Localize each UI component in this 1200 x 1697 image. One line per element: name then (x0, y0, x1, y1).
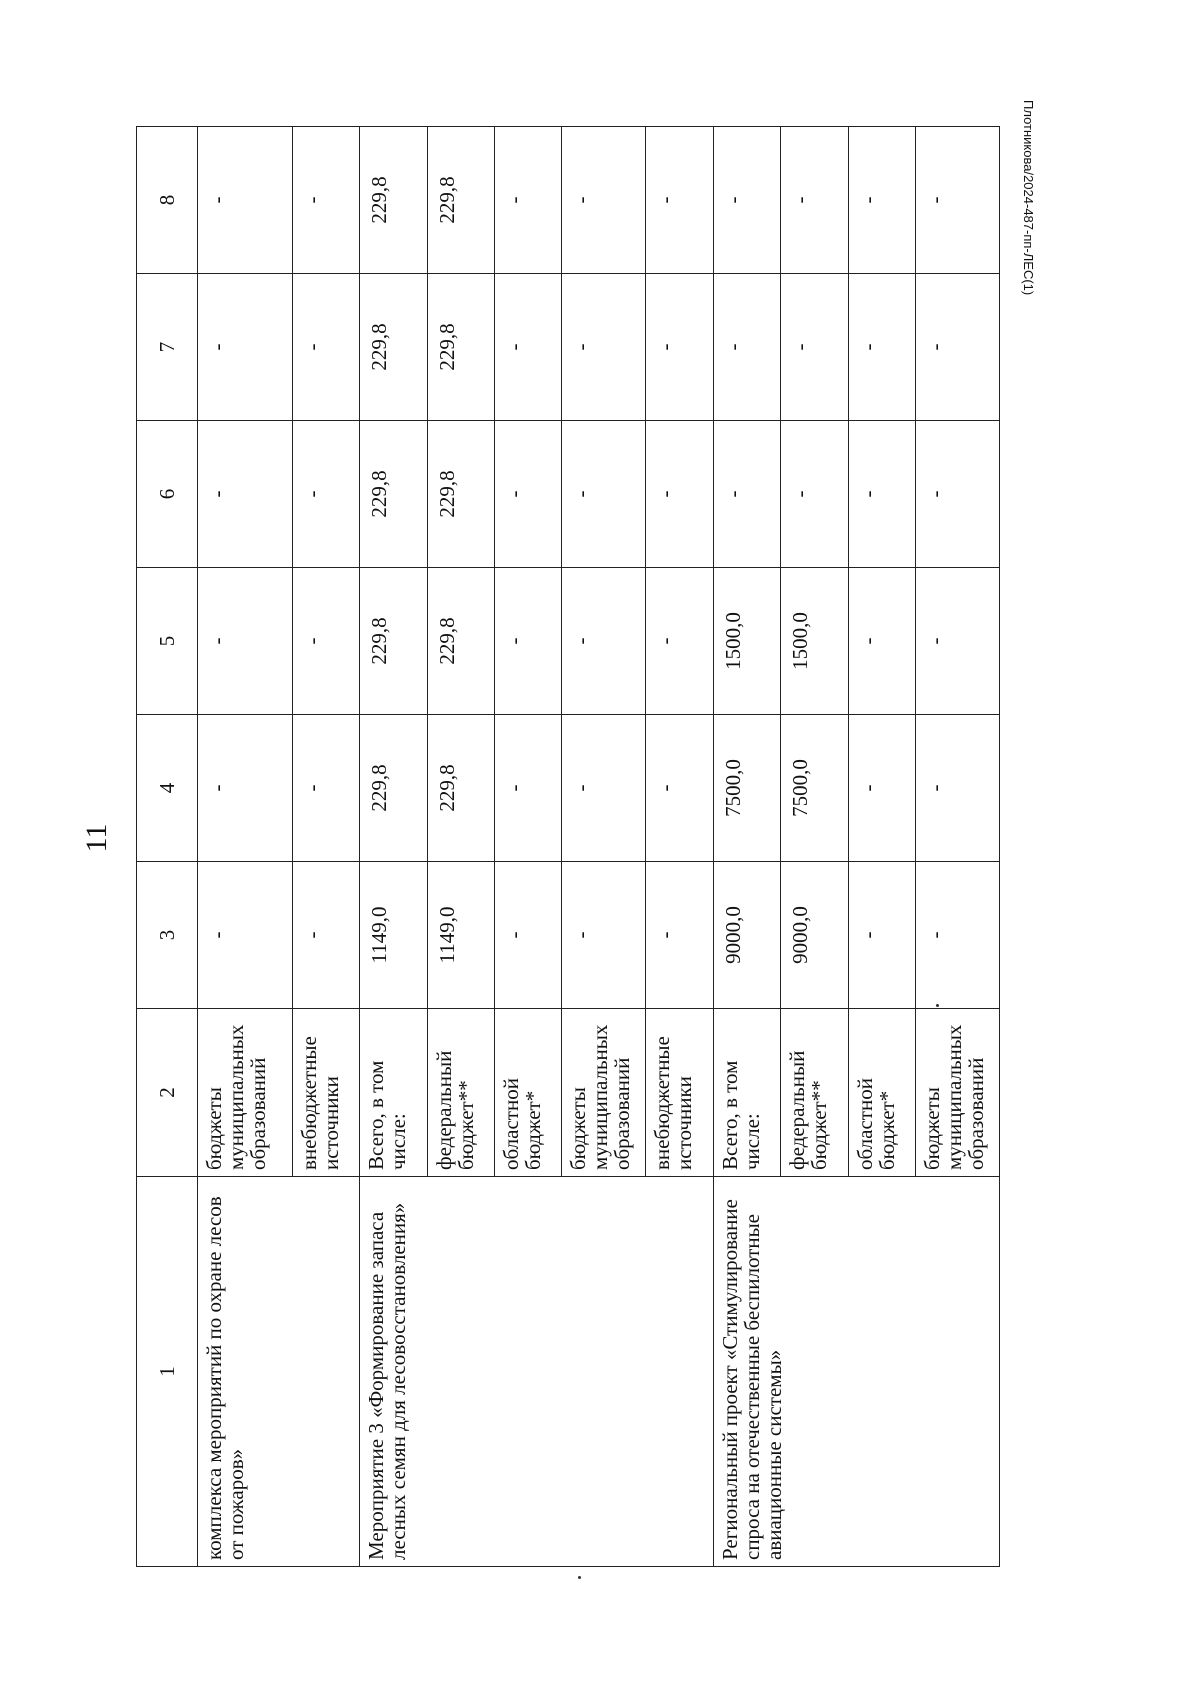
value-cell: 7500,0 (781, 715, 848, 862)
value-cell: - (494, 274, 561, 421)
value-cell: - (916, 568, 1000, 715)
value-cell: - (562, 862, 646, 1009)
table-row (360, 127, 427, 1567)
value-cell: - (848, 862, 915, 1009)
column-header: 7 (137, 274, 198, 421)
value-cell: - (494, 421, 561, 568)
value-cell: - (646, 862, 713, 1009)
value-cell: - (713, 127, 780, 274)
value-cell: - (646, 421, 713, 568)
funding-source-cell: бюджеты муниципальных образований (916, 1009, 1000, 1177)
value-cell: - (646, 715, 713, 862)
value-cell: - (713, 421, 780, 568)
value-cell: - (292, 568, 359, 715)
value-cell: - (292, 421, 359, 568)
value-cell: 229,8 (360, 568, 427, 715)
value-cell: - (494, 568, 561, 715)
value-cell: - (916, 862, 1000, 1009)
table-row (198, 127, 293, 1567)
value-cell: 229,8 (427, 127, 494, 274)
value-cell: 229,8 (427, 715, 494, 862)
value-cell: - (494, 862, 561, 1009)
value-cell: 229,8 (360, 421, 427, 568)
column-header: 3 (137, 862, 198, 1009)
funding-source-cell: Всего, в том числе: (713, 1009, 780, 1177)
column-header: 8 (137, 127, 198, 274)
footer-doc-code: Плотникова/2024-487-пп-ЛЕС(1) (1021, 100, 1036, 296)
rotated-table-wrapper (136, 127, 1000, 1567)
value-cell: 229,8 (427, 274, 494, 421)
value-cell: - (562, 715, 646, 862)
value-cell: - (848, 421, 915, 568)
funding-source-cell: федеральный бюджет** (781, 1009, 848, 1177)
value-cell: - (562, 274, 646, 421)
value-cell: 1500,0 (781, 568, 848, 715)
value-cell: - (646, 568, 713, 715)
value-cell: 229,8 (360, 274, 427, 421)
table-row (713, 127, 780, 1567)
value-cell: 1500,0 (713, 568, 780, 715)
program-name-cell: Региональный проект «Стимулирование спроса на отечественные беспилотные авиационные системы» (713, 1177, 999, 1567)
value-cell: - (292, 127, 359, 274)
value-cell: - (916, 715, 1000, 862)
funding-source-cell: бюджеты муниципальных образований (562, 1009, 646, 1177)
value-cell: 229,8 (427, 421, 494, 568)
value-cell: - (848, 127, 915, 274)
value-cell: - (646, 274, 713, 421)
value-cell: 229,8 (360, 127, 427, 274)
value-cell: - (562, 568, 646, 715)
value-cell: - (292, 715, 359, 862)
value-cell: - (713, 274, 780, 421)
funding-source-cell: Всего, в том числе: (360, 1009, 427, 1177)
value-cell: - (916, 421, 1000, 568)
value-cell: 229,8 (360, 715, 427, 862)
column-header: 4 (137, 715, 198, 862)
funding-table (136, 126, 1000, 1567)
value-cell: - (781, 274, 848, 421)
value-cell: - (562, 127, 646, 274)
value-cell: - (198, 568, 293, 715)
column-header: 1 (137, 1177, 198, 1567)
value-cell: 7500,0 (713, 715, 780, 862)
value-cell: 1149,0 (427, 862, 494, 1009)
table-body (198, 127, 1000, 1567)
program-name-cell: комплекса мероприятий по охране лесов от пожаров» (198, 1177, 360, 1567)
value-cell: - (848, 715, 915, 862)
value-cell: - (198, 127, 293, 274)
funding-source-cell: областной бюджет* (848, 1009, 915, 1177)
value-cell: - (198, 862, 293, 1009)
value-cell: 9000,0 (781, 862, 848, 1009)
value-cell: - (848, 274, 915, 421)
header-row (137, 127, 198, 1567)
value-cell: - (848, 568, 915, 715)
rotated-table-container (136, 127, 1000, 1567)
value-cell: - (916, 127, 1000, 274)
page-number: 11 (80, 823, 113, 853)
value-cell: - (916, 274, 1000, 421)
value-cell: - (562, 421, 646, 568)
value-cell: 229,8 (427, 568, 494, 715)
funding-source-cell: внебюджетные источники (646, 1009, 713, 1177)
column-header: 5 (137, 568, 198, 715)
column-header: 2 (137, 1009, 198, 1177)
column-header: 6 (137, 421, 198, 568)
value-cell: - (494, 127, 561, 274)
value-cell: 9000,0 (713, 862, 780, 1009)
funding-source-cell: областной бюджет* (494, 1009, 561, 1177)
value-cell: - (646, 127, 713, 274)
value-cell: - (781, 127, 848, 274)
value-cell: - (494, 715, 561, 862)
funding-source-cell: бюджеты муниципальных образований (198, 1009, 293, 1177)
value-cell: - (198, 421, 293, 568)
funding-source-cell: федеральный бюджет** (427, 1009, 494, 1177)
value-cell: - (198, 274, 293, 421)
value-cell: - (292, 862, 359, 1009)
scan-dot (578, 1576, 581, 1579)
value-cell: - (198, 715, 293, 862)
value-cell: 1149,0 (360, 862, 427, 1009)
funding-source-cell: внебюджетные источники (292, 1009, 359, 1177)
value-cell: - (781, 421, 848, 568)
value-cell: - (292, 274, 359, 421)
program-name-cell: Мероприятие 3 «Формирование запаса лесных семян для лесовосстановления» (360, 1177, 714, 1567)
